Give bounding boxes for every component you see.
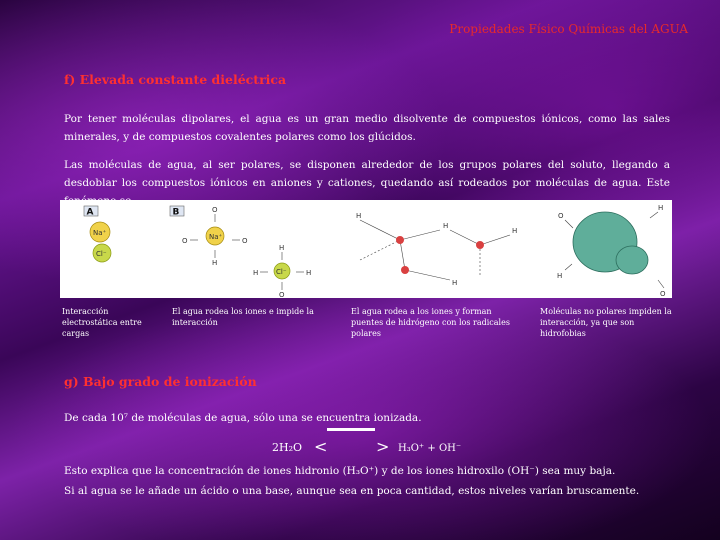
atom-d-1: O <box>558 212 564 220</box>
equation-arrow-left: < <box>314 437 328 456</box>
solvation-diagram <box>60 200 672 298</box>
equation-arrow-right: > <box>376 437 390 456</box>
atom-b-8: O <box>279 291 285 299</box>
slide-title: Propiedades Físico Químicas del AGUA <box>449 22 688 36</box>
atom-c-2: H <box>443 222 449 230</box>
caption-a: Interacción electrostática entre cargas <box>62 307 142 338</box>
atom-b-3: O <box>242 237 248 245</box>
caption-b: El agua rodea los iones e impide la interacción <box>172 307 314 327</box>
atom-d-2: H <box>658 204 664 212</box>
atom-b-5: H <box>279 244 285 252</box>
atom-b-4: H <box>212 259 218 267</box>
section-f-paragraph-1: Por tener moléculas dipolares, el agua es un gran medio disolvente de compuestos iónicos, como las sales minerales, y de compuestos covalentes polares como los glúcidos. <box>64 113 670 143</box>
section-g-heading: g) Bajo grado de ionización <box>64 374 257 389</box>
cl-label-a: Cl⁻ <box>96 250 107 258</box>
oxygen-atom-c1 <box>396 236 404 244</box>
atom-b-2: O <box>182 237 188 245</box>
solvation-figure <box>60 200 672 298</box>
atom-d-4: O <box>660 290 666 298</box>
cl-label-b: Cl⁻ <box>276 268 287 276</box>
na-label-a: Na⁺ <box>93 229 107 237</box>
atom-b-1: O <box>212 206 218 214</box>
section-f-heading: f) Elevada constante dieléctrica <box>64 72 287 87</box>
panel-b-label: B <box>172 207 180 218</box>
hydrophobic-lobe <box>616 246 648 274</box>
section-g-paragraph-3: Si al agua se le añade un ácido o una base, aunque sea en poca cantidad, estos niveles varían bruscamente. <box>64 485 640 497</box>
section-g-paragraph-1: De cada 10⁷ de moléculas de agua, sólo una se encuentra ionizada. <box>64 412 422 424</box>
atom-c-3: H <box>512 227 518 235</box>
water-molecules-b <box>190 214 304 290</box>
atom-d-3: H <box>557 272 563 280</box>
equation-left: 2H₂O <box>272 441 303 454</box>
atom-b-7: H <box>306 269 312 277</box>
atom-b-6: H <box>253 269 259 277</box>
caption-c: El agua rodea a los iones y forman puentes de hidrógeno con los radicales polares <box>351 307 510 338</box>
section-g-paragraph-2: Esto explica que la concentración de iones hidronio (H₃O⁺) y de los iones hidroxilo (OH⁻) sea muy baja. <box>64 465 616 477</box>
na-label-b: Na⁺ <box>209 233 223 241</box>
oxygen-atom-c3 <box>401 266 409 274</box>
h-bond-structure <box>360 220 510 280</box>
equilibrium-bar <box>327 428 375 431</box>
atom-c-1: H <box>356 212 362 220</box>
oxygen-atom-c2 <box>476 241 484 249</box>
atom-c-4: H <box>452 279 458 287</box>
caption-d: Moléculas no polares impiden la interacción, ya que son hidrofobias <box>540 307 672 338</box>
panel-a-label: A <box>86 207 94 218</box>
section-f-paragraph-2: Las moléculas de agua, al ser polares, se disponen alrededor de los grupos polares del soluto, llegando a desdoblar los compuestos iónicos en aniones y cationes, quedando así rodeados por moléculas de agua. Este <box>64 159 670 189</box>
equation-right: H₃O⁺ + OH⁻ <box>398 443 462 454</box>
